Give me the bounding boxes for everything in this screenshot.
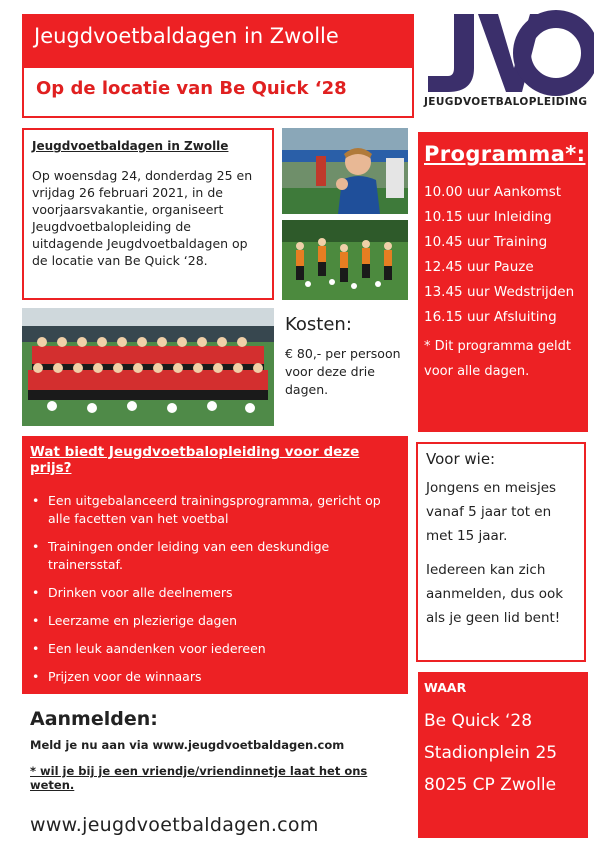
aanmelden-note: * wil je bij je een vriendje/vriendinnetje laat het ons weten.: [30, 764, 368, 792]
website-url[interactable]: www.jeugdvoetbaldagen.com: [30, 814, 319, 836]
list-item: • Drinken voor alle deelnemers: [30, 584, 400, 602]
aanmelden-text: Meld je nu aan via www.jeugdvoetbaldagen.com: [30, 738, 345, 752]
voor-wie-title: Voor wie:: [426, 450, 496, 468]
programma-item: 16.15 uur Afsluiting: [424, 309, 557, 325]
photo-boy-thumbs-up: [282, 128, 408, 214]
logo-text: JEUGDVOETBALOPLEIDING: [424, 96, 588, 108]
page-title: [22, 14, 414, 66]
wat-biedt-heading: Wat biedt Jeugdvoetbalopleiding voor deze prijs?: [30, 444, 360, 476]
waar-line: Be Quick ‘28: [424, 711, 533, 731]
programma-item: 12.45 uur Pauze: [424, 259, 534, 275]
programma-item: 10.45 uur Training: [424, 234, 548, 250]
aanmelden-section: [30, 708, 410, 838]
waar-section: [418, 672, 588, 838]
wat-biedt-section: [22, 436, 408, 694]
programma-title: Programma*:: [424, 142, 586, 166]
voor-wie-text: Iedereen kan zich aanmelden, dus ook als je geen lid bent!: [426, 562, 564, 626]
list-item: • Een leuk aandenken voor iedereen: [30, 640, 400, 658]
programma-item: 10.15 uur Inleiding: [424, 209, 552, 225]
voor-wie-section: [416, 442, 586, 662]
kosten-section: [285, 314, 413, 424]
jvo-logo-mark: [424, 10, 594, 96]
list-item: • Prijzen voor de winnaars: [30, 668, 400, 686]
programma-note: * Dit programma geldt voor alle dagen.: [424, 339, 571, 379]
aanmelden-title: Aanmelden:: [30, 708, 158, 730]
waar-line: 8025 CP Zwolle: [424, 775, 557, 795]
intro-body: Op woensdag 24, donderdag 25 en vrijdag 26 februari 2021, in de voorjaarsvakantie, organiseert Jeugdvoetbalopleiding de uitdagende Jeugdvoetbaldagen op de locatie van Be Quick ‘28.: [32, 168, 253, 268]
kosten-text: € 80,- per persoon voor deze drie dagen.: [285, 346, 401, 397]
photo-training: [282, 220, 408, 300]
programma-item: 10.00 uur Aankomst: [424, 184, 562, 200]
intro-box: [22, 128, 274, 300]
list-item: • Trainingen onder leiding van een deskundige trainersstaf.: [30, 538, 400, 574]
page-subtitle-box: [22, 66, 414, 118]
waar-title: WAAR: [424, 680, 467, 695]
waar-line: Stadionplein 25: [424, 743, 558, 763]
programma-section: [418, 132, 588, 432]
jvo-logo: [424, 10, 594, 116]
list-item: • Leerzame en plezierige dagen: [30, 612, 400, 630]
kosten-title: Kosten:: [285, 314, 352, 335]
voor-wie-text: Jongens en meisjes vanaf 5 jaar tot en met 15 jaar.: [426, 480, 557, 544]
photo-group: [22, 308, 274, 426]
page-subtitle: Op de locatie van Be Quick ‘28: [36, 78, 347, 99]
intro-heading: Jeugdvoetbaldagen in Zwolle: [32, 139, 229, 153]
page-title-text: Jeugdvoetbaldagen in Zwolle: [34, 24, 339, 48]
programma-item: 13.45 uur Wedstrijden: [424, 284, 575, 300]
list-item: • Een uitgebalanceerd trainingsprogramma, gericht op alle facetten van het voetbal: [30, 492, 400, 528]
